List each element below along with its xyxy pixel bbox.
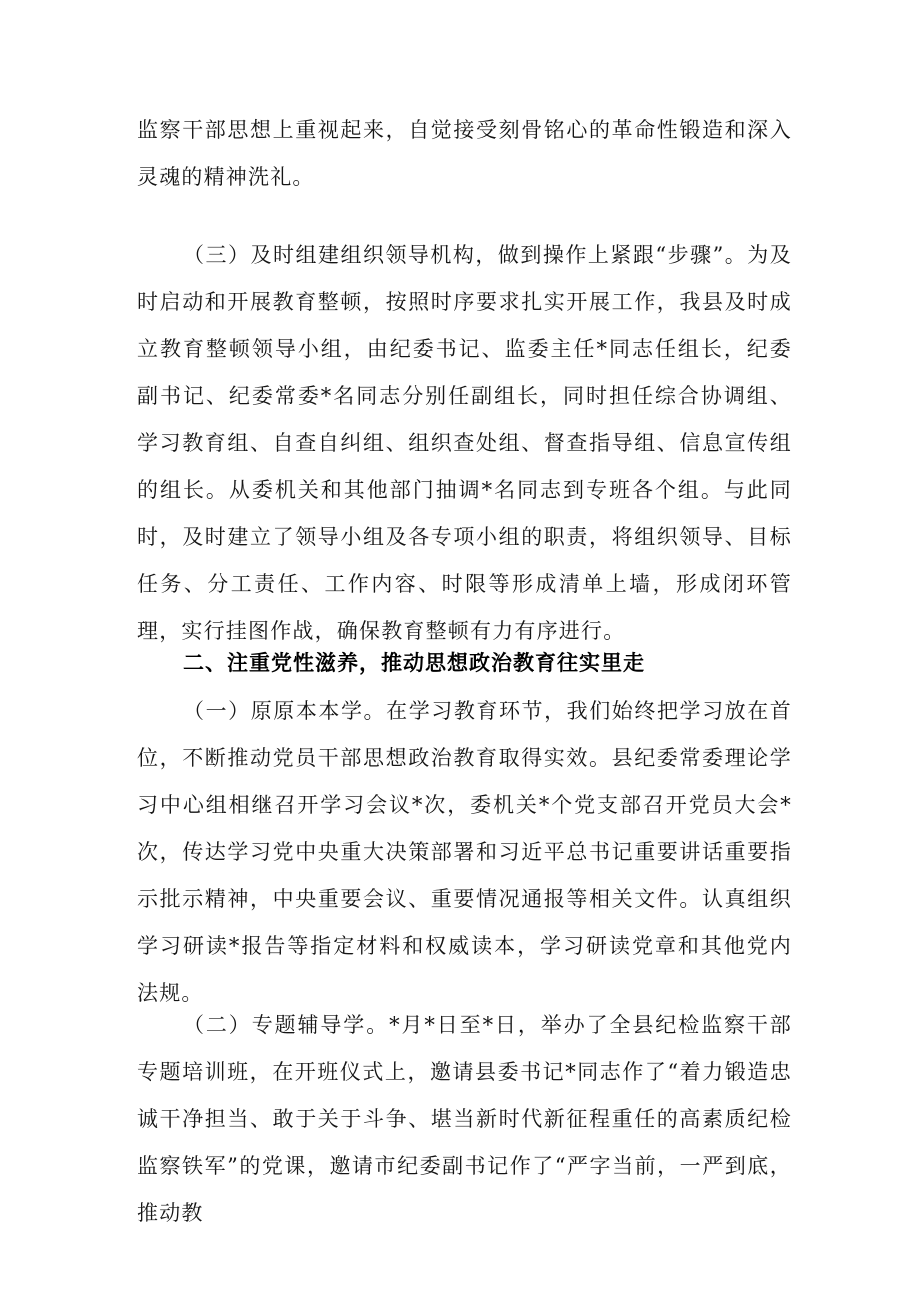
section-heading <box>137 640 792 687</box>
paragraph-continuation <box>137 107 792 201</box>
section-heading-text: 二、注重党性滋养，推动思想政治教育往实里走 <box>183 651 645 675</box>
paragraph-continuation-text: 监察干部思想上重视起来，自觉接受刻骨铭心的革命性锻造和深入灵魂的精神洗礼。 <box>137 118 792 189</box>
paragraph-two-text: （二）专题辅导学。*月*日至*日，举办了全县纪检监察干部专题培训班，在开班仪式上，邀请县委书记*同志作了“着力锻造忠诚干净担当、敢于关于斗争、堪当新时代新征程重任的高素质纪检监察铁军”的党课，邀请市纪委副书记作了“严字当前，一严到底，推动教 <box>137 1013 792 1225</box>
paragraph-one-text: （一）原原本本学。在学习教育环节，我们始终把学习放在首位，不断推动党员干部思想政治教育取得实效。县纪委常委理论学习中心组相继召开学习会议*次，委机关*个党支部召开党员大会*次，传达学习党中央重大决策部署和习近平总书记重要讲话重要指示批示精神，中央重要会议、重要情况通报等相关文件。认真组织学习研读*报告等指定材料和权威读本，学习研读党章和其他党内法规。 <box>137 699 792 1005</box>
paragraph-one <box>137 688 792 1017</box>
paragraph-three-text: （三）及时组建组织领导机构，做到操作上紧跟“步骤”。为及时启动和开展教育整顿，按照时序要求扎实开展工作，我县及时成立教育整顿领导小组，由纪委书记、监委主任*同志任组长，纪委副书记、纪委常委*名同志分别任副组长，同时担任综合协调组、学习教育组、自查自纠组、组织查处组、督查指导组、信息宣传组的组长。从委机关和其他部门抽调*名同志到专班各个组。与此同时，及时建立了领导小组及各专项小组的职责，将组织领导、目标任务、分工责任、工作内容、时限等形成清单上墙，形成闭环管理，实行挂图作战，确保教育整顿有力有序进行。 <box>137 243 792 643</box>
paragraph-two <box>137 1002 792 1237</box>
paragraph-three <box>137 232 792 655</box>
